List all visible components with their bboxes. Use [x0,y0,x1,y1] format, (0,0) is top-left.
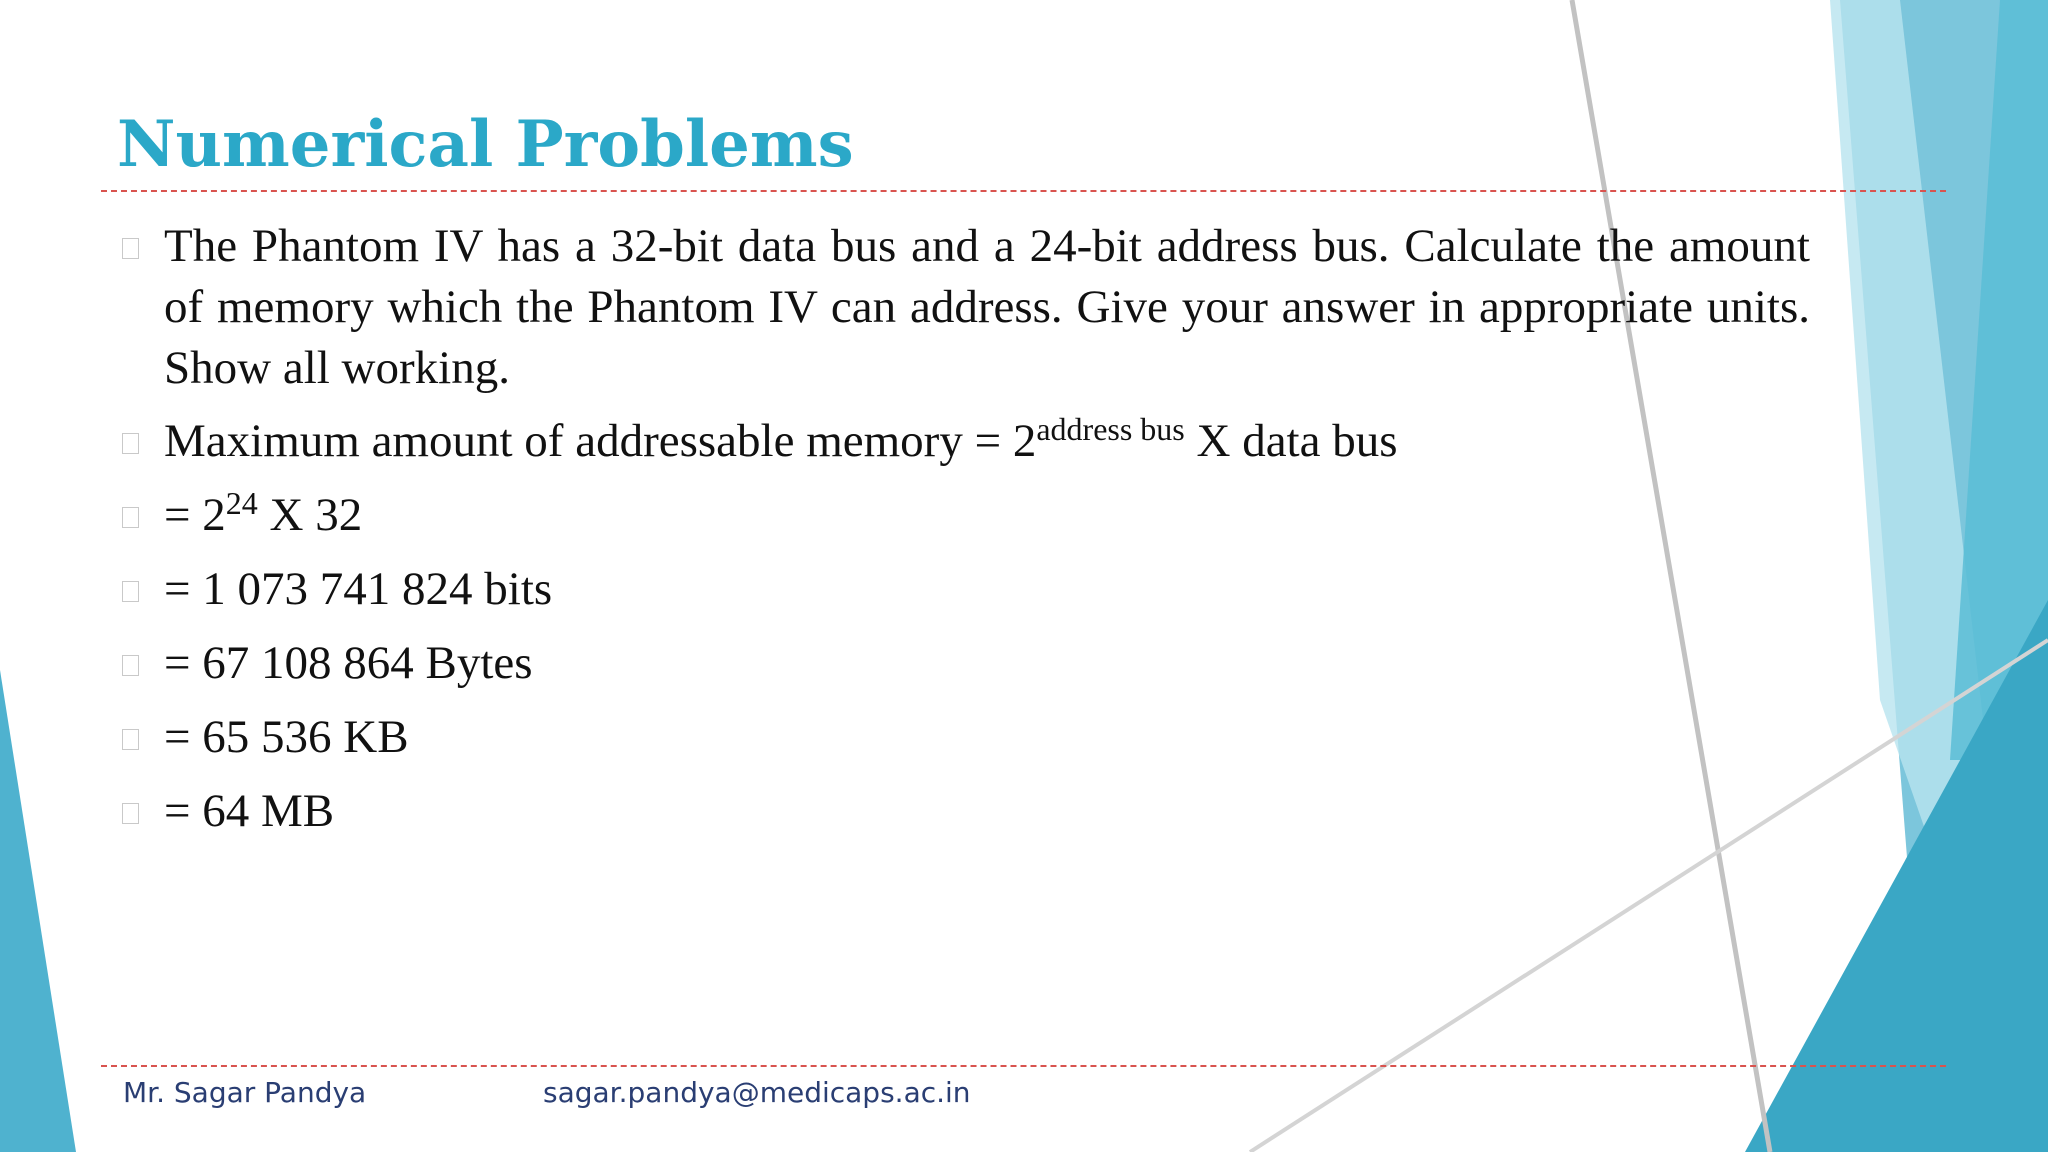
step-kb-text: = 65 536 KB [164,711,409,763]
footer-author: Mr. Sagar Pandya [123,1076,367,1109]
footer-divider [101,1065,1946,1067]
step-bits-text: = 1 073 741 824 bits [164,563,553,615]
accent-panel-left [0,670,76,1152]
bullet-item-step-bytes [120,633,1810,707]
step-power-after: X 32 [257,489,363,541]
bullet-square-icon [122,238,139,259]
footer-email: sagar.pandya@medicaps.ac.in [543,1076,971,1109]
problem-statement: The Phantom IV has a 32-bit data bus and a 24-bit address bus. Calculate the amount of memory which the Phantom IV can address. Give your answer in appropriate units. Show all working. [164,220,1810,394]
step-mb-text: = 64 MB [164,785,335,837]
formula-text-after: X data bus [1184,415,1398,467]
bullet-item-step-bits [120,559,1810,633]
bullet-square-icon [122,655,139,676]
bullet-item-step-mb [120,781,1810,855]
bullet-square-icon [122,581,139,602]
bullet-item-formula [120,411,1810,485]
title-divider [101,190,1946,192]
step-power-before: = 2 [164,489,226,541]
bullet-item-step-power [120,485,1810,559]
bullet-item-problem [120,216,1810,399]
step-power-exponent: 24 [225,485,258,521]
bullet-square-icon [122,803,139,824]
bullet-square-icon [122,729,139,750]
step-bytes-text: = 67 108 864 Bytes [164,637,533,689]
bullet-square-icon [122,507,139,528]
slide-title: Numerical Problems [117,107,854,182]
formula-exponent: address bus [1036,411,1185,447]
bullet-square-icon [122,433,139,454]
bullet-list [120,216,1810,855]
bullet-item-step-kb [120,707,1810,781]
formula-text-before: Maximum amount of addressable memory = 2 [164,415,1037,467]
